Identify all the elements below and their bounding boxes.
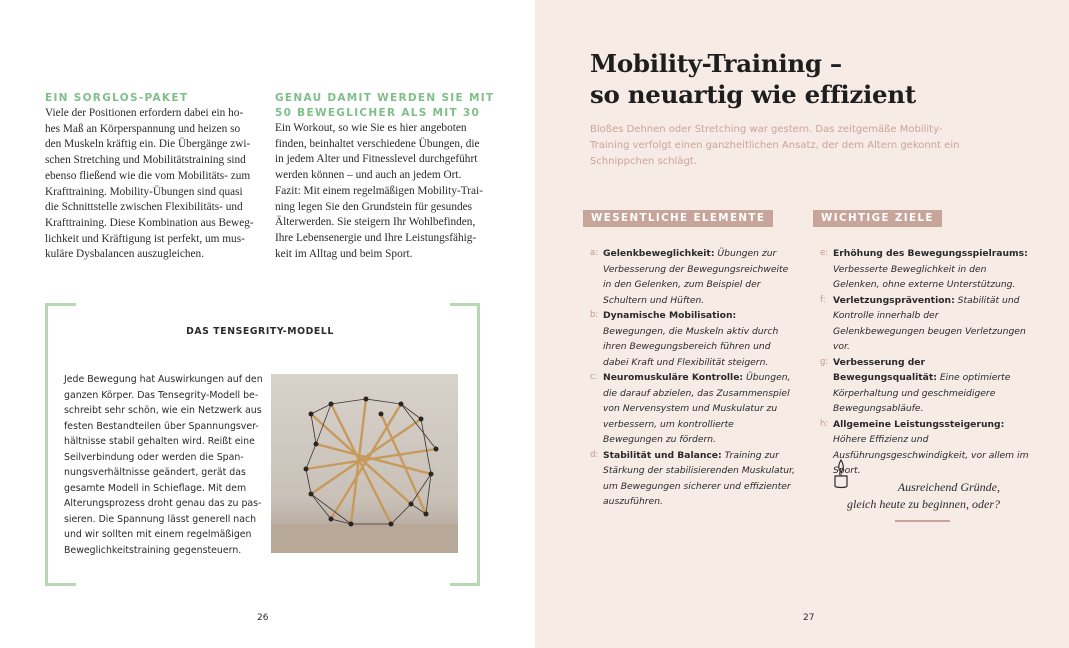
text-line: Krafttraining. Diese Kombination aus Beweg- [45, 216, 254, 229]
list-item-label: Gelenkbeweglichkeit: [603, 248, 715, 259]
list-item-label: Neuromuskuläre Kontrolle: [603, 372, 744, 383]
body-column-2 [275, 121, 485, 262]
list-item-description: Stabilität und Kontrolle innerhalb der Gelenkbewegungen beugen Verletzungen vor. [833, 294, 1026, 352]
text-line: Viele der Positionen erfordern dabei ein ho- [45, 107, 244, 119]
page-number-left: 26 [257, 613, 269, 623]
list-item [820, 293, 1030, 355]
list-item-description: Höhere Effizienz und Ausführungsgeschwindigkeit, vor allem im Sport. [833, 434, 1029, 476]
list-item-description: Verbesserte Beweglichkeit in den Gelenken, ohne externe Unterstützung. [833, 263, 1016, 290]
section-heading-genau [275, 91, 494, 121]
body-column-1 [45, 106, 255, 263]
box-title: DAS TENSEGRITY-MODELL [186, 326, 334, 337]
list-item-description: Übungen, die darauf abzielen, das Zusammenspiel von Nervensystem und Muskulatur zu verbessern, um kontrollierte Bewegungen zu fördern. [603, 372, 791, 445]
list-item [820, 417, 1030, 479]
section-heading-sorglos: EIN SORGLOS-PAKET [45, 92, 189, 104]
quote-underline [895, 520, 950, 522]
text-line: keit im Alltag und beim Sport. [275, 247, 413, 260]
list-item [590, 370, 795, 448]
list-item-label: Verbesserung der Bewegungsqualität: [833, 356, 937, 383]
text-line: lichkeit und Kräftigung ist perfekt, um mus- [45, 232, 245, 245]
list-item-description: Eine optimierte Körperhaltung und geschmeidigere Bewegungsabläufe. [833, 372, 1011, 414]
list-item-description: Training zur Stärkung der stabilisierenden Muskulatur, um Bewegungen sicherer und effizienter auszuführen. [603, 449, 795, 507]
list-letter: b: [590, 310, 599, 320]
list-item-label: Dynamische Mobilisation: [603, 310, 737, 321]
list-item-label: Allgemeine Leistungssteigerung: [833, 418, 1005, 430]
list-item [590, 308, 795, 370]
list-item [820, 246, 1030, 293]
list-item-description: Übungen zur Verbesserung der Bewegungsreichweite in den Gelenken, zum Beispiel der Schultern und Hüften. [603, 248, 789, 306]
list-item [590, 246, 795, 308]
heading-line-2: 50 BEWEGLICHER ALS MIT 30 [275, 107, 481, 119]
list-letter: g: [820, 356, 829, 367]
list-letter: d: [590, 449, 599, 460]
tag-wichtige-ziele: WICHTIGE ZIELE [813, 210, 942, 227]
list-item-label: Verletzungsprävention: [833, 294, 955, 306]
intro-text: Bloßes Dehnen oder Stretching war gestern. Das zeitgemäße Mobility-Training verfolgt einen ganzheitlichen Ansatz, der dem Altern gekonnt ein Schnippchen schlägt. [590, 124, 960, 167]
page-number-right: 27 [803, 613, 815, 623]
text-line: ning legen Sie den Grundstein für gesundes [275, 200, 473, 213]
text-line: Krafttraining. Mobility-Übungen sind quasi [45, 185, 243, 198]
text-line: in jedem Alter und Fitnesslevel durchgeführt [275, 153, 478, 166]
text-line: hes Maß an Körperspannung und heizen so [45, 122, 241, 135]
list-letter: e: [820, 248, 829, 258]
elements-list [590, 246, 795, 510]
list-item-label: Erhöhung des Bewegungsspielraums: [833, 248, 1028, 259]
list-letter: c: [590, 372, 598, 382]
text-line: Ihre Lebensenergie und Ihre Leistungsfähig- [275, 231, 477, 244]
text-line: Ein Workout, so wie Sie es hier angeboten [275, 122, 467, 134]
box-text: Jede Bewegung hat Auswirkungen auf den ganzen Körper. Das Tensegrity-Modell be- schreibt sehr schön, wie ein Netzwerk aus festen Bestandteilen über Spannungsver- hältnisse stabil gehalten wird. Reißt eine Seilverbindung oder werden die Span- nungsverhältnisse geändert, gerät das gesamte Modell in Schieflage. Mit dem Alterungsprozess droht genau das zu pas- sieren. Die Spannung lässt generell nach und wir sollten mit einem regelmäßigen Beweglichkeitstraining gegensteuern. [64, 374, 263, 556]
heading-line-1: GENAU DAMIT WERDEN SIE MIT [275, 92, 495, 104]
text-line: werden können – und auch an jedem Ort. [275, 169, 462, 182]
goals-list [820, 246, 1030, 479]
text-line: die Schnittstelle zwischen Flexibilitäts- und [45, 201, 243, 214]
text-line: ebenso fließend wie die vom Mobilitäts- zum [45, 169, 251, 182]
text-line: schen Stretching und Mobilitätstraining sind [45, 154, 246, 167]
list-letter: a: [590, 248, 599, 258]
text-line: finden, beinhaltet verschiedene Übungen, die [275, 137, 480, 150]
list-item [820, 355, 1030, 417]
closing-quote: Ausreichend Gründe, gleich heute zu beginnen, oder? [847, 480, 1000, 511]
tensegrity-model-photo [271, 374, 458, 553]
list-letter: h: [820, 418, 829, 429]
list-item-label: Stabilität und Balance: [603, 449, 722, 461]
text-line: Älterwerden. Sie steigern Ihr Wohlbefinden, [275, 216, 476, 229]
list-item [590, 448, 795, 510]
text-line: Fazit: Mit einem regelmäßigen Mobility-Trai- [275, 184, 483, 197]
page-title: Mobility-Training – so neuartig wie effizient [590, 49, 916, 109]
text-line: den Muskeln kräftig ein. Die Übergänge zwi- [45, 138, 251, 151]
list-letter: f: [820, 294, 826, 305]
tag-wesentliche-elemente: WESENTLICHE ELEMENTE [583, 210, 773, 227]
list-item-description: Bewegungen, die Muskeln aktiv durch ihren Bewegungsbereich führen und dabei Kraft und Flexibilität steigern. [603, 325, 779, 368]
text-line: kuläre Dysbalancen auszugleichen. [45, 248, 205, 261]
